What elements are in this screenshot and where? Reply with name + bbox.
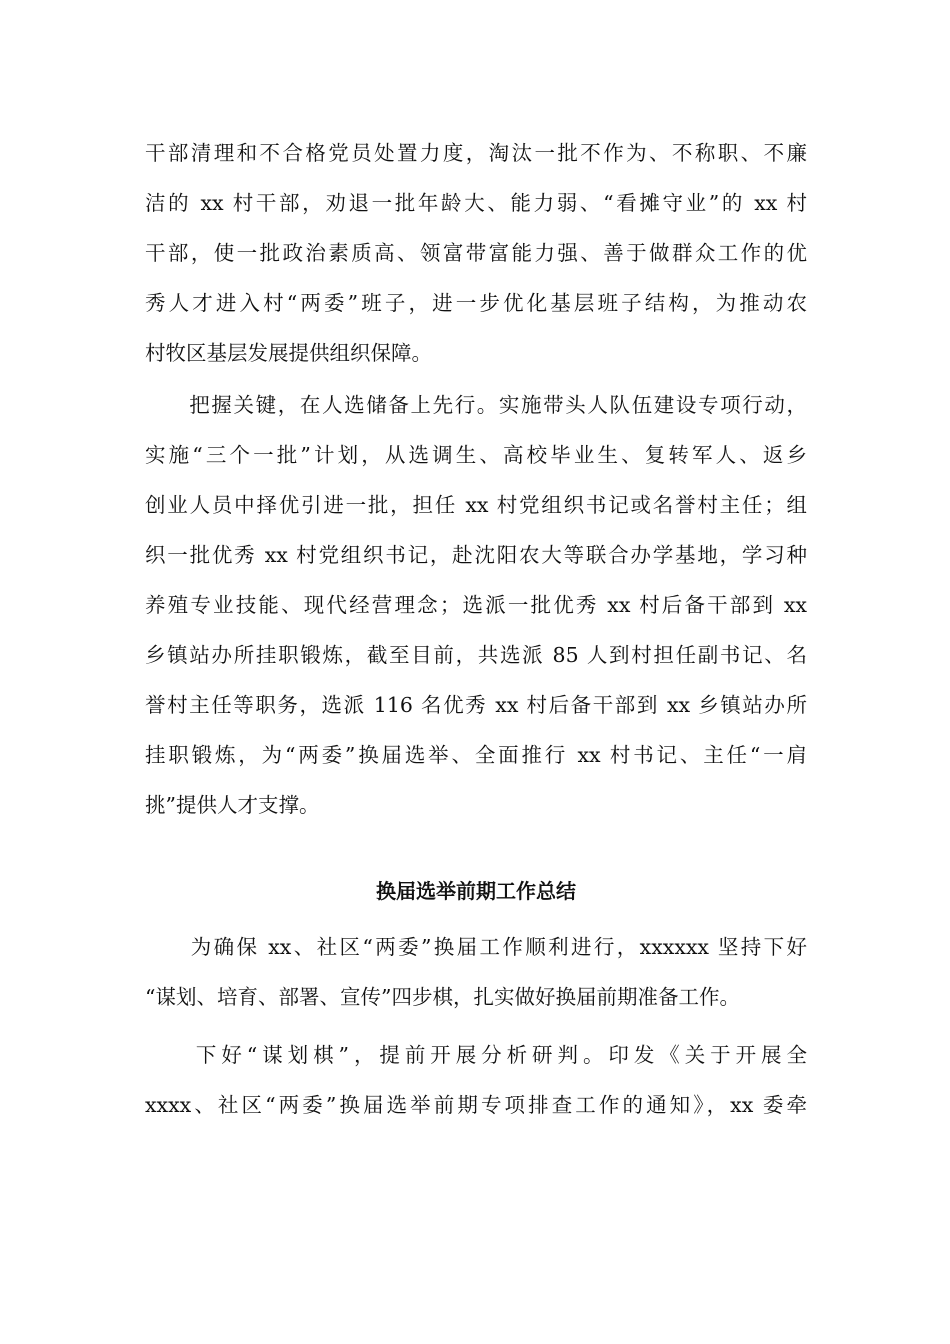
text-line: 洁的 xx 村干部，劝退一批年龄大、能力弱、“看摊守业”的 xx 村 — [145, 191, 807, 215]
paragraph-2 — [145, 380, 807, 830]
paragraph-4 — [145, 1030, 807, 1130]
paragraph-3 — [145, 922, 807, 1022]
text-line: 挑”提供人才支撑。 — [145, 793, 320, 817]
text-line: 养殖专业技能、现代经营理念；选派一批优秀 xx 村后备干部到 xx — [145, 593, 807, 617]
text-line: 织一批优秀 xx 村党组织书记，赴沈阳农大等联合办学基地，学习种 — [145, 543, 807, 567]
text-line: 村牧区基层发展提供组织保障。 — [145, 341, 432, 365]
text-line: 创业人员中择优引进一批，担任 xx 村党组织书记或名誉村主任；组 — [145, 493, 807, 517]
section-heading: 换届选举前期工作总结 — [376, 879, 576, 903]
text-line: 为确保 xx、社区“两委”换届工作顺利进行，xxxxxx 坚持下好 — [145, 935, 807, 959]
text-line: 把握关键，在人选储备上先行。实施带头人队伍建设专项行动， — [145, 393, 807, 417]
text-line: 下好“谋划棋”，提前开展分析研判。印发《关于开展全 — [145, 1043, 807, 1067]
text-line: 实施“三个一批”计划，从选调生、高校毕业生、复转军人、返乡 — [145, 443, 807, 467]
text-line: 干部，使一批政治素质高、领富带富能力强、善于做群众工作的优 — [145, 241, 807, 265]
text-line: xxxx、社区“两委”换届选举前期专项排查工作的通知》，xx 委牵 — [145, 1093, 807, 1117]
paragraph-1 — [145, 128, 807, 378]
text-line: 挂职锻炼，为“两委”换届选举、全面推行 xx 村书记、主任“一肩 — [145, 743, 807, 767]
text-line: “谋划、培育、部署、宣传”四步棋，扎实做好换届前期准备工作。 — [145, 985, 740, 1009]
text-line: 誉村主任等职务，选派 116 名优秀 xx 村后备干部到 xx 乡镇站办所 — [145, 693, 807, 717]
text-line: 秀人才进入村“两委”班子，进一步优化基层班子结构，为推动农 — [145, 291, 807, 315]
text-line: 干部清理和不合格党员处置力度，淘汰一批不作为、不称职、不廉 — [145, 141, 807, 165]
text-line: 乡镇站办所挂职锻炼，截至目前，共选派 85 人到村担任副书记、名 — [145, 643, 807, 667]
